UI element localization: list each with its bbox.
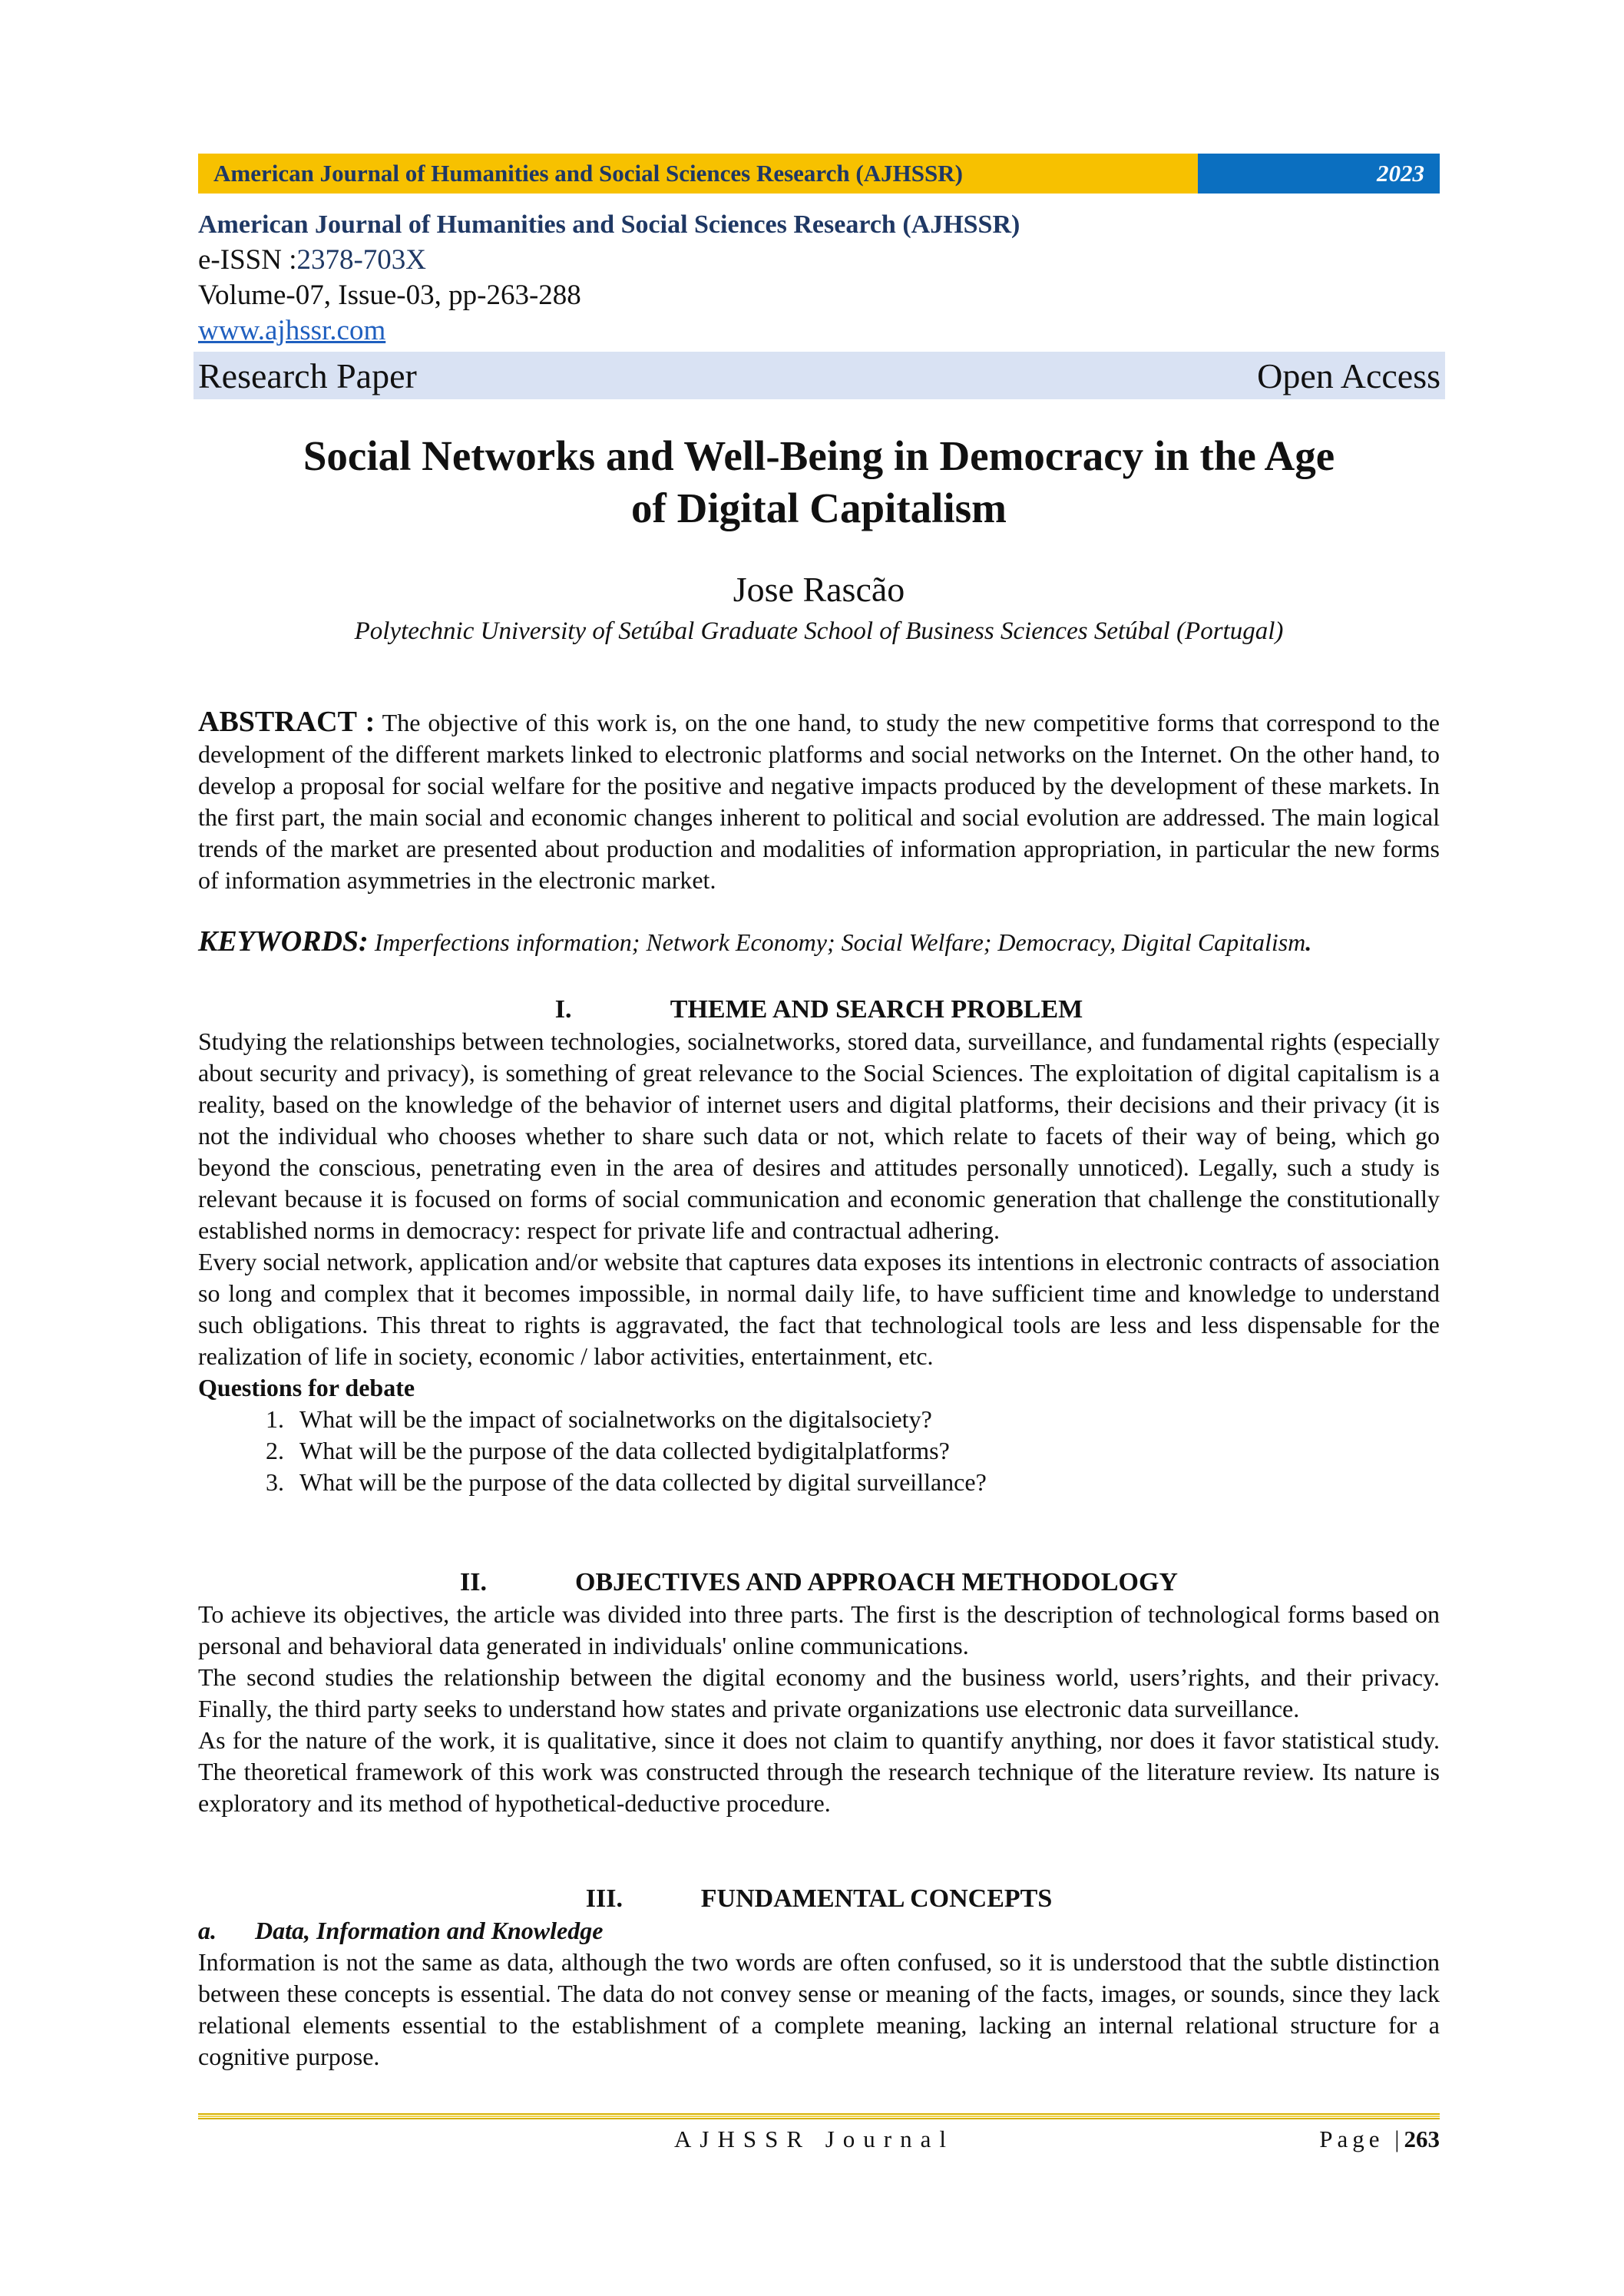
- question-item: 1. What will be the impact of socialnetworks on the digitalsociety?: [290, 1404, 1440, 1435]
- section-1-paragraph-2: Every social network, application and/or website that captures data exposes its intentions in electronic contracts of association so long and complex that it becomes impossible, in normal daily life, to have sufficient time and knowledge to understand such obligations. This threat to rights is aggravated, the fact that technological tools are less and less dispensable for the realization of life in society, economic / labor activities, entertainment, etc.: [198, 1248, 1440, 1370]
- abstract: [198, 706, 1440, 896]
- section-2-title: OBJECTIVES AND APPROACH METHODOLOGY: [575, 1568, 1178, 1596]
- footer-page-label: Page |: [1319, 2126, 1404, 2152]
- section-3-paragraph-1: Information is not the same as data, although the two words are often confused, so it is understood that the subtle distinction between these concepts is essential. The data do not convey sense or meaning of the facts, images, or sounds, since they lack relational elements essential to the establishment of a complete meaning, lacking an internal relational structure for a cognitive purpose.: [198, 1948, 1440, 2070]
- open-access-label: Open Access: [1257, 356, 1440, 395]
- footer-page: [1319, 2126, 1440, 2153]
- question-item: 3. What will be the purpose of the data collected by digital surveillance?: [290, 1467, 1440, 1498]
- subsection-heading: [198, 1915, 1440, 1947]
- journal-name: American Journal of Humanities and Social Sciences Research (AJHSSR): [198, 210, 1020, 239]
- journal-header-band: [198, 154, 1440, 194]
- eissn: [198, 243, 1440, 278]
- eissn-label: e-ISSN :: [198, 244, 297, 276]
- subsection-number: a.: [198, 1917, 217, 1944]
- footer-divider: [198, 2113, 1440, 2119]
- title-line-2: of Digital Capitalism: [631, 485, 1007, 531]
- paper-type-bar: [193, 352, 1445, 399]
- section-2-paragraph-2: The second studies the relationship between the digital economy and the business world, users’rights, and their privacy. Finally, the third party seeks to understand how states and private organizations use electronic data surveillance.: [198, 1663, 1440, 1722]
- title-line-1: Social Networks and Well-Being in Democracy in the Age: [303, 432, 1335, 479]
- section-1-number: I.: [554, 995, 572, 1024]
- section-2-body: [198, 1599, 1440, 1819]
- volume-info: Volume-07, Issue-03, pp-263-288: [198, 280, 581, 311]
- journal-band-year: 2023: [1198, 154, 1440, 194]
- section-1-heading: [198, 994, 1440, 1025]
- keywords-label: KEYWORDS:: [198, 925, 369, 958]
- journal-band-title: American Journal of Humanities and Social Sciences Research (AJHSSR): [198, 154, 1198, 194]
- section-2-number: II.: [460, 1568, 487, 1596]
- abstract-label: ABSTRACT :: [198, 706, 375, 738]
- section-2-paragraph-1: To achieve its objectives, the article was divided into three parts. The first is the description of technological forms based on personal and behavioral data generated in individuals' online communications.: [198, 1600, 1440, 1659]
- section-2-heading: [198, 1567, 1440, 1598]
- eissn-value: 2378-703X: [296, 244, 427, 276]
- question-item: 2. What will be the purpose of the data collected bydigitalplatforms?: [290, 1435, 1440, 1467]
- questions-list: [198, 1404, 1440, 1498]
- subsection-title: Data, Information and Knowledge: [255, 1917, 604, 1944]
- section-3-heading: [198, 1883, 1440, 1914]
- section-1-body: [198, 1026, 1440, 1498]
- abstract-text: The objective of this work is, on the one hand, to study the new competitive forms that correspond to the development of the different markets linked to electronic platforms and social networks on the Internet. On the other hand, to develop a proposal for social welfare for the positive and negative impacts produced by the development of these markets. In the first part, the main social and economic changes inherent to political and social evolution are addressed. The main logical trends of the market are presented about production and modalities of information appropriation, in particular the new forms of information asymmetries in the electronic market.: [198, 709, 1440, 894]
- section-2-paragraph-3: As for the nature of the work, it is qualitative, since it does not claim to quantify anything, nor does it favor statistical study. The theoretical framework of this work was constructed through the research technique of the literature review. Its nature is exploratory and its method of hypothetical-deductive procedure.: [198, 1726, 1440, 1817]
- author-name: Jose Rascão: [733, 570, 905, 609]
- keywords: [198, 926, 1440, 958]
- research-paper-label: Research Paper: [198, 356, 417, 395]
- section-1-title: THEME AND SEARCH PROBLEM: [670, 995, 1083, 1024]
- questions-label: Questions for debate: [198, 1374, 415, 1401]
- section-3-number: III.: [585, 1884, 623, 1913]
- section-3-title: FUNDAMENTAL CONCEPTS: [700, 1884, 1053, 1913]
- keywords-end: .: [1305, 928, 1312, 956]
- section-3-body: [198, 1915, 1440, 2073]
- page-number: 263: [1404, 2126, 1440, 2152]
- author-affiliation: Polytechnic University of Setúbal Graduate School of Business Sciences Setúbal (Portugal): [354, 617, 1284, 645]
- journal-info: [198, 207, 1440, 349]
- page-footer: [198, 2126, 1440, 2156]
- website-link[interactable]: www.ajhssr.com: [198, 315, 386, 346]
- keywords-text: Imperfections information; Network Economy; Social Welfare; Democracy, Digital Capitalism: [374, 928, 1306, 956]
- footer-journal: AJHSSR Journal: [674, 2126, 955, 2152]
- paper-title: [198, 430, 1440, 534]
- section-1-paragraph-1: Studying the relationships between technologies, socialnetworks, stored data, surveillance, and fundamental rights (especially about security and privacy), is something of great relevance to the Social Sciences. The exploitation of digital capitalism is a reality, based on the knowledge of the behavior of internet users and digital platforms, their decisions and their privacy (it is not the individual who chooses whether to share such data or not, which relate to facets of their way of being, which go beyond the conscious, penetrating even in the area of desires and attitudes personally unnoticed). Legally, such a study is relevant because it is focused on forms of social communication and economic generation that challenge the constitutionally established norms in democracy: respect for private life and contractual adhering.: [198, 1027, 1440, 1244]
